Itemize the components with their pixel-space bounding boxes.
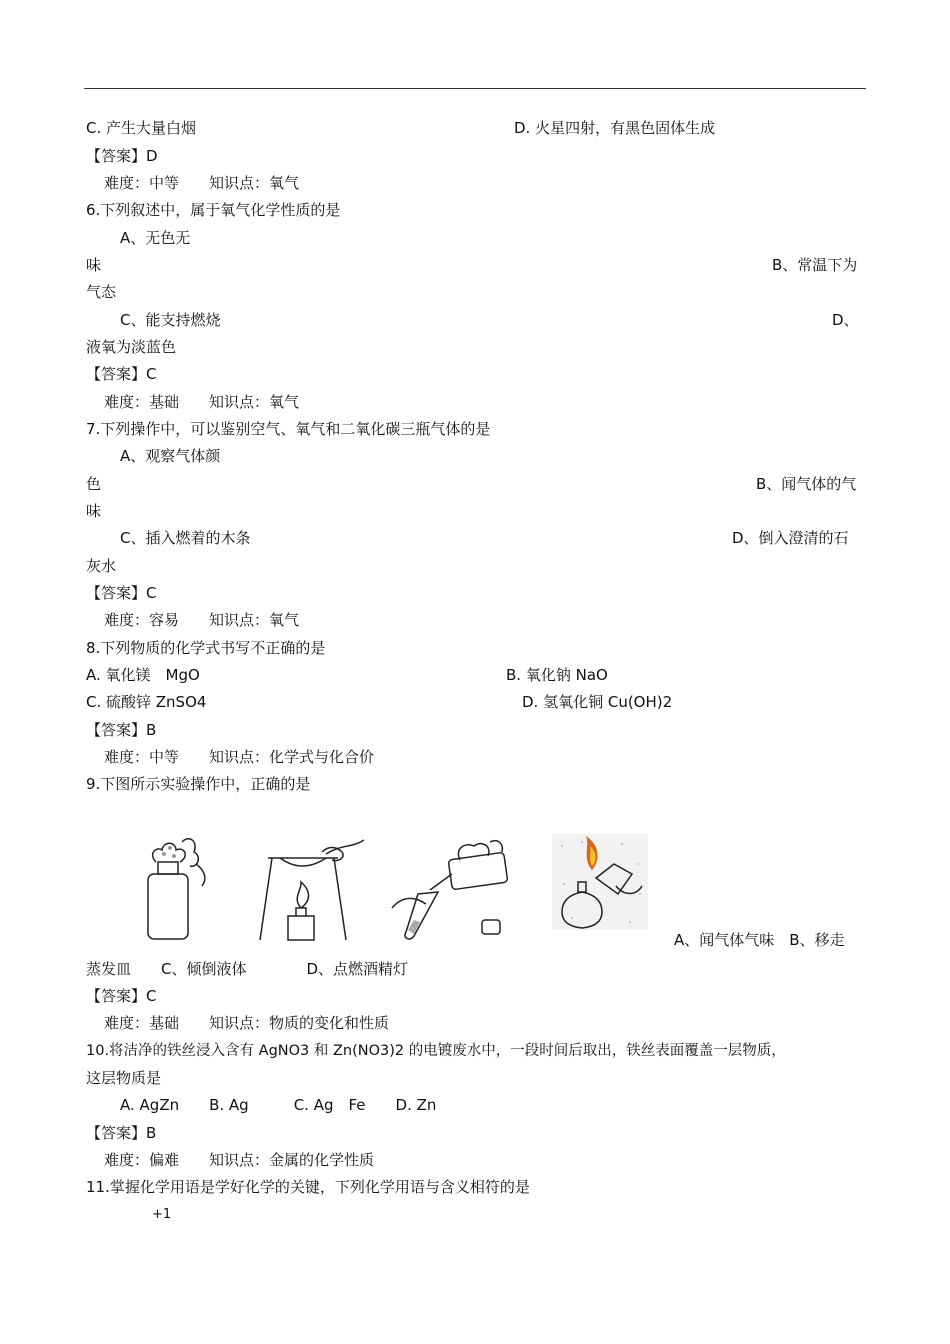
q8-option-b: B. 氧化钠 NaO	[506, 666, 608, 684]
q10-stem: 10.将洁净的铁丝浸入含有 AgNO3 和 Zn(NO3)2 的电镀废水中，一段时间后取出，铁丝表面覆盖一层物质，	[86, 1043, 786, 1059]
q6-answer: 【答案】C	[86, 365, 157, 383]
figure-d-light-alcohol-lamp	[552, 834, 648, 944]
q6-option-c: C、能支持燃烧	[120, 311, 221, 329]
q6-option-d-cont: 液氧为淡蓝色	[86, 338, 177, 356]
q9-stem: 9.下图所示实验操作中，正确的是	[86, 775, 311, 793]
q7-answer: 【答案】C	[86, 584, 157, 602]
q9-meta: 难度：基础 知识点：物质的变化和性质	[104, 1014, 390, 1032]
q7-stem: 7.下列操作中，可以鉴别空气、氧气和二氧化碳三瓶气体的是	[86, 420, 491, 438]
q7-option-a: A、观察气体颜	[120, 447, 221, 465]
q5-option-d: D. 火星四射，有黑色固体生成	[514, 119, 716, 137]
q9-options-ab: A、闻气体气味 B、移走	[674, 931, 845, 949]
q6-meta: 难度：基础 知识点：氧气	[104, 393, 300, 411]
q5-answer: 【答案】D	[86, 147, 158, 165]
q7-option-c: C、插入燃着的木条	[120, 529, 251, 547]
q10-meta: 难度：偏难 知识点：金属的化学性质	[104, 1151, 375, 1169]
figure-c-pour-liquid	[390, 834, 520, 944]
q5-meta: 难度：中等 知识点：氧气	[104, 174, 300, 192]
q6-option-d: D、	[832, 311, 859, 329]
q7-option-b: B、闻气体的气	[756, 475, 857, 493]
q6-option-b-cont: 气态	[86, 283, 117, 301]
q8-answer: 【答案】B	[86, 721, 157, 739]
q9-answer: 【答案】C	[86, 987, 157, 1005]
q9-options-cd: 蒸发皿 C、倾倒液体 D、点燃酒精灯	[86, 960, 409, 978]
q8-stem: 8.下列物质的化学式书写不正确的是	[86, 639, 326, 657]
q11-stem: 11.掌握化学用语是学好化学的关键，下列化学用语与含义相符的是	[86, 1178, 530, 1196]
figure-a-smell-gas	[138, 834, 218, 944]
figure-b-evaporating-dish	[252, 834, 378, 944]
q6-option-a: A、无色无	[120, 229, 191, 247]
q10-answer: 【答案】B	[86, 1124, 157, 1142]
q10-stem-cont: 这层物质是	[86, 1069, 162, 1087]
q7-option-d-cont: 灰水	[86, 557, 117, 575]
q7-option-a-cont: 色	[86, 475, 102, 493]
q6-option-b: B、常温下为	[772, 256, 858, 274]
header-rule	[84, 88, 866, 89]
q7-option-b-cont: 味	[86, 502, 102, 520]
q10-options: A. AgZn B. Ag C. Ag Fe D. Zn	[120, 1096, 437, 1114]
q6-option-a-cont: 味	[86, 256, 102, 274]
q8-meta: 难度：中等 知识点：化学式与化合价	[104, 748, 375, 766]
q7-meta: 难度：容易 知识点：氧气	[104, 611, 300, 629]
q8-option-d: D. 氢氧化铜 Cu(OH)2	[522, 693, 673, 711]
q5-option-c: C. 产生大量白烟	[86, 119, 197, 137]
q8-option-a: A. 氧化镁 MgO	[86, 666, 200, 684]
q7-option-d: D、倒入澄清的石	[732, 529, 849, 547]
q6-stem: 6.下列叙述中，属于氧气化学性质的是	[86, 201, 341, 219]
q8-option-c: C. 硫酸锌 ZnSO4	[86, 693, 207, 711]
q11-valence-mark: +1	[152, 1207, 172, 1222]
